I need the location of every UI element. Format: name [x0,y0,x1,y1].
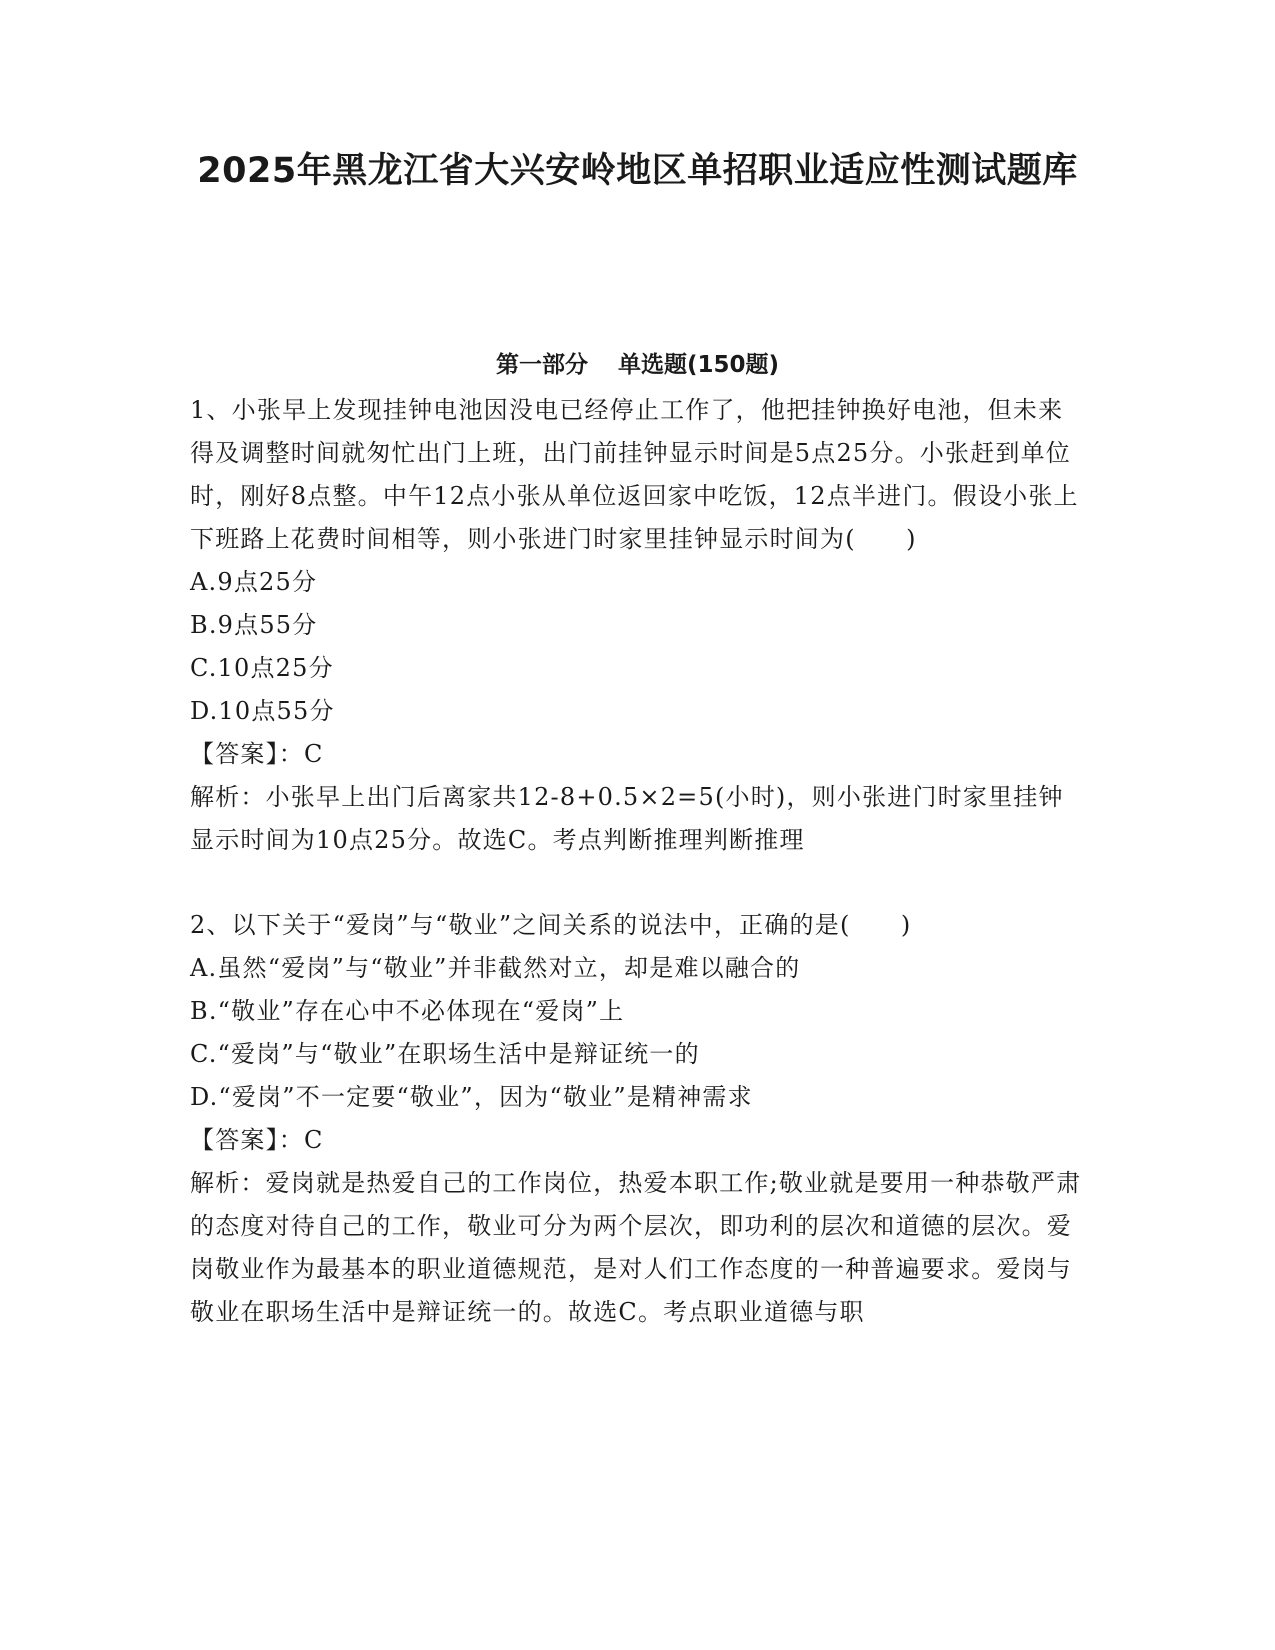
option-c: C.10点25分 [190,654,334,682]
section-title-label: 单选题(150题) [617,352,780,378]
section-heading [180,348,1095,382]
option-c: C.“爱岗”与“敬业”在职场生活中是辩证统一的 [190,1040,700,1068]
question-stem: 1、小张早上发现挂钟电池因没电已经停止工作了，他把挂钟换好电池，但未来得及调整时间就匆忙出门上班，出门前挂钟显示时间是5点25分。小张赶到单位时，刚好8点整。中午12点小张从单位返回家中吃饭，12点半进门。假设小张上下班路上花费时间相等，则小张进门时家里挂钟显示时间为( ) [190,396,1079,553]
answer-line: 【答案】：C [190,740,324,768]
analysis-text: 解析：爱岗就是热爱自己的工作岗位，热爱本职工作;敬业就是要用一种恭敬严肃的态度对待自己的工作，敬业可分为两个层次，即功利的层次和道德的层次。爱岗敬业作为最基本的职业道德规范，是对人们工作态度的一种普遍要求。爱岗与敬业在职场生活中是辩证统一的。故选C。考点职业道德与职 [190,1169,1082,1326]
question-stem: 2、以下关于“爱岗”与“敬业”之间关系的说法中，正确的是( ) [190,911,912,939]
analysis-text: 解析：小张早上出门后离家共12-8+0.5×2=5(小时)，则小张进门时家里挂钟显示时间为10点25分。故选C。考点判断推理判断推理 [190,783,1064,854]
question-1 [190,389,1085,862]
section-part-label: 第一部分 [495,352,588,378]
option-d: D.“爱岗”不一定要“敬业”，因为“敬业”是精神需求 [190,1083,753,1111]
option-b: B.9点55分 [190,611,318,639]
question-2 [190,904,1085,1334]
option-b: B.“敬业”存在心中不必体现在“爱岗”上 [190,997,625,1025]
option-a: A.虽然“爱岗”与“敬业”并非截然对立，却是难以融合的 [190,954,801,982]
document-title: 2025年黑龙江省大兴安岭地区单招职业适应性测试题库 [197,151,1078,191]
answer-line: 【答案】：C [190,1126,324,1154]
option-a: A.9点25分 [190,568,318,596]
option-d: D.10点55分 [190,697,335,725]
